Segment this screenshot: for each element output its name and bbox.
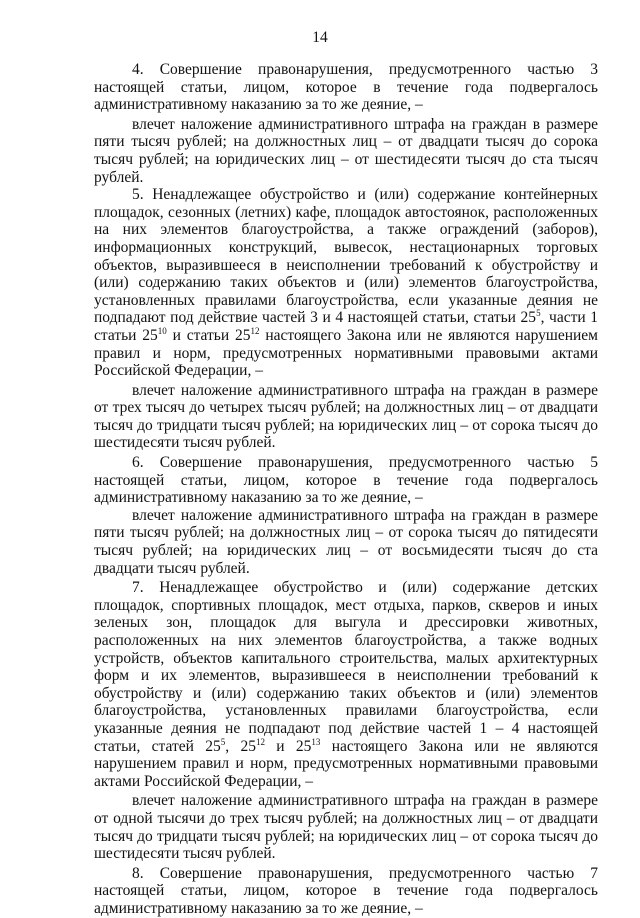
superscript: 10 <box>157 325 167 336</box>
text-segment: настоящего Закона или не являются нарушением правил и норм, предусмотренных нормативными правовыми актами Российской Федерации, – <box>94 326 598 380</box>
text-segment: влечет наложение административного штрафа на граждан в размере пяти тысяч рублей; на должностных лиц – от двадцати тысяч до сорока тысяч рублей; на юридических лиц – от шестидесяти тысяч до ста тысяч рублей. <box>94 115 598 186</box>
paragraph-part-5-penalty <box>94 382 598 452</box>
text-segment: 5. Ненадлежащее обустройство и (или) содержание контейнерных площадок, сезонных (летних) кафе, площадок автостоянок, расположенных на них элементов благоустройства, а также ограждений (заборов), информационных конструкций, вывесок, нестационарных торговых объектов, выразившееся в неисполнении требований к обустройству и (или) содержанию таких объектов и (или) элементов благоустройства, установленных правилами благоустройства, если указанные деяния не подпадают под действие частей 3 и 4 настоящей статьи, статьи 25 <box>94 186 598 327</box>
text-segment: влечет наложение административного штрафа на граждан в размере от трех тысяч до четырех тысяч рублей; на должностных лиц – от двадцати тысяч до тридцати тысяч рублей; на юридических лиц – от сорока тысяч до шестидесяти тысяч рублей. <box>94 381 598 452</box>
superscript: 5 <box>220 736 226 747</box>
document-body <box>94 61 598 918</box>
text-segment: , части 1 статьи 25 <box>94 309 598 344</box>
text-segment: влечет наложение административного штрафа на граждан в размере пяти тысяч рублей; на должностных лиц – от сорока тысяч до пятидесяти тысяч рублей; на юридических лиц – от восьмидесяти тысяч до ста двадцати тысяч рублей. <box>94 506 598 577</box>
superscript: 13 <box>311 736 321 747</box>
paragraph-part-7 <box>94 579 598 790</box>
text-segment: и статьи 25 <box>166 326 251 344</box>
paragraph-part-8 <box>94 865 598 918</box>
text-segment: настоящего Закона или не являются нарушением правил и норм, предусмотренных нормативными правовыми актами Российской Федерации, – <box>94 737 599 790</box>
paragraph-part-4-penalty <box>94 116 598 186</box>
paragraph-part-7-penalty <box>94 792 598 862</box>
paragraph-part-4 <box>94 61 598 114</box>
paragraph-part-6 <box>94 454 598 507</box>
text-segment: 8. Совершение правонарушения, предусмотренного частью 7 настоящей статьи, лицом, которое в течение года подвергалось административному наказанию за то же деяние, – <box>94 864 598 917</box>
page-number: 14 <box>312 29 328 46</box>
text-segment: 7. Ненадлежащее обустройство и (или) содержание детских площадок, спортивных площадок, мест отдыха, парков, скверов и иных зеленых зон, площадок для выгула и дрессировки животных, расположенных на них элементов благоустройства, а также водных устройств, объектов капитального строительства, малых архитектурных форм и их элементов, выразившееся в неисполнении требований к обустройству и (или) содержанию таких объектов и (или) элементов благоустройства, установленных правилами благоустройства, если указанные деяния не подпадают под действие частей 1 – 4 настоящей статьи, статей 25 <box>94 579 598 755</box>
superscript: 12 <box>250 325 260 336</box>
superscript: 12 <box>255 736 265 747</box>
text-segment: влечет наложение административного штрафа на граждан в размере от одной тысячи до трех тысяч рублей; на должностных лиц – от двадцати тысяч до тридцати тысяч рублей; на юридических лиц – от сорока тысяч до шестидесяти тысяч рублей. <box>94 792 598 863</box>
text-segment: 4. Совершение правонарушения, предусмотренного частью 3 настоящей статьи, лицом, которое в течение года подвергалось административному наказанию за то же деяние, – <box>94 61 598 114</box>
paragraph-part-6-penalty <box>94 507 598 577</box>
superscript: 5 <box>536 308 541 319</box>
text-segment: 6. Совершение правонарушения, предусмотренного частью 5 настоящей статьи, лицом, которое в течение года подвергалось административному наказанию за то же деяние, – <box>94 454 598 507</box>
text-segment: и 25 <box>264 737 312 755</box>
text-segment: , 25 <box>225 737 256 755</box>
paragraph-part-5 <box>94 186 598 380</box>
